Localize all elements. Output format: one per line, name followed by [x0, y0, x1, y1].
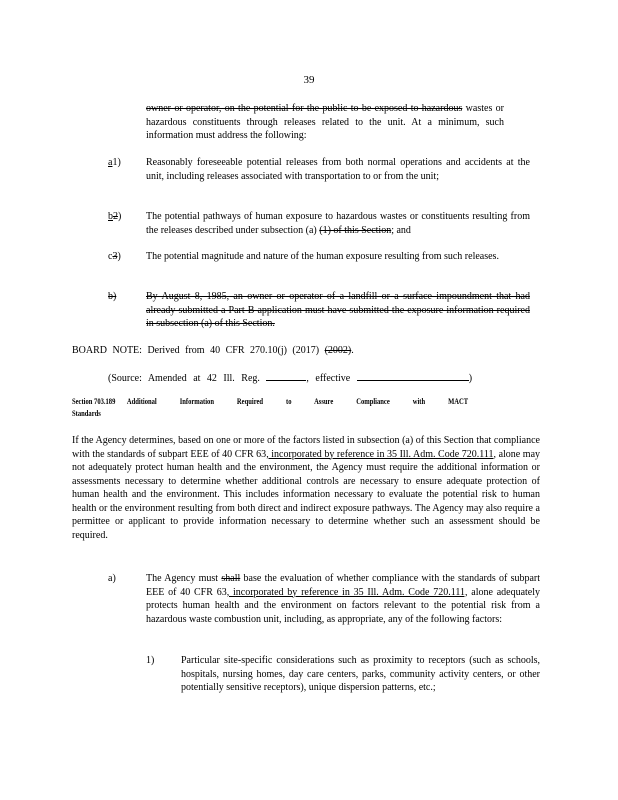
subsection-a-text: The Agency must shall base the evaluation of whether compliance with the standards of subpart EEE of 40 CFR 63, incorporated by reference in 35 Ill. Adm. Code 720.111, alone adequately protects human health and the environment on factors relevant to the potential risk from a hazardous waste combustion unit, including, as appropriate, any of the following factors: [146, 573, 541, 625]
main-paragraph: If the Agency determines, based on one or more of the factors listed in subsection (a) of this Section that compliance with the standards of subpart EEE of 40 CFR 63, incorporated by reference in 35 Ill. Adm. Code 720.111, alone may not adequately protect human health and the environment, the Agency must require the additional information or assessments necessary to determine whether additional controls are necessary to ensure adequate protection of human health and the environment. This includes information necessary to evaluate the potential risk to human health or the environment resulting from both direct and indirect exposure pathways. The Agency may also require a permittee or applicant to provide information necessary to determine whether such an assessment should be required. [72, 435, 541, 541]
section-heading: Section 703.189 Additional Information Required to Assure Compliance with MACT Standards [72, 397, 468, 418]
subsection-1-label: 1) [146, 655, 155, 666]
item-a-text: Reasonably foreseeable potential releases from both normal operations and accidents at the unit, including releases associated with transportation to or from the unit; [146, 157, 530, 182]
source-note: (Source: Amended at 42 Ill. Reg. , effective ) [108, 370, 472, 386]
item-b-label: b2) [108, 211, 122, 222]
item-a-label: a1) [108, 157, 121, 168]
subsection-a-label: a) [108, 573, 116, 584]
item-b-text: The potential pathways of human exposure to hazardous wastes or constituents resulting from the releases described under subsection (a) (1) of this Section; and [146, 211, 530, 236]
deleted-item-label: b) [108, 291, 117, 302]
item-c-text: The potential magnitude and nature of the human exposure resulting from such releases. [146, 251, 499, 262]
subsection-1-text: Particular site-specific considerations such as proximity to receptors (such as schools, hospitals, nursing homes, day care centers, parks, community activity centers, or other potentially sensitive receptors), unique dispersion patterns, etc.; [181, 655, 540, 693]
page-number: 39 [303, 74, 315, 86]
board-note: BOARD NOTE: Derived from 40 CFR 270.10(j) (2017) (2002). [72, 345, 354, 356]
deleted-item-text: By August 8, 1985, an owner or operator of a landfill or a surface impoundment that had already submitted a Part B application must have submitted the exposure information required in subsection (a) of this Section. [146, 291, 530, 329]
intro-text: wastes or hazardous constituents through releases related to the unit. At a minimum, such information must address the following: [146, 103, 504, 141]
intro-struck-text: owner or operator, on the potential for the public to be exposed to hazardous [146, 103, 463, 114]
intro-paragraph [146, 102, 504, 143]
effective-date-blank [357, 370, 469, 381]
register-page-blank [266, 370, 306, 381]
item-c-label: c3) [108, 251, 121, 262]
